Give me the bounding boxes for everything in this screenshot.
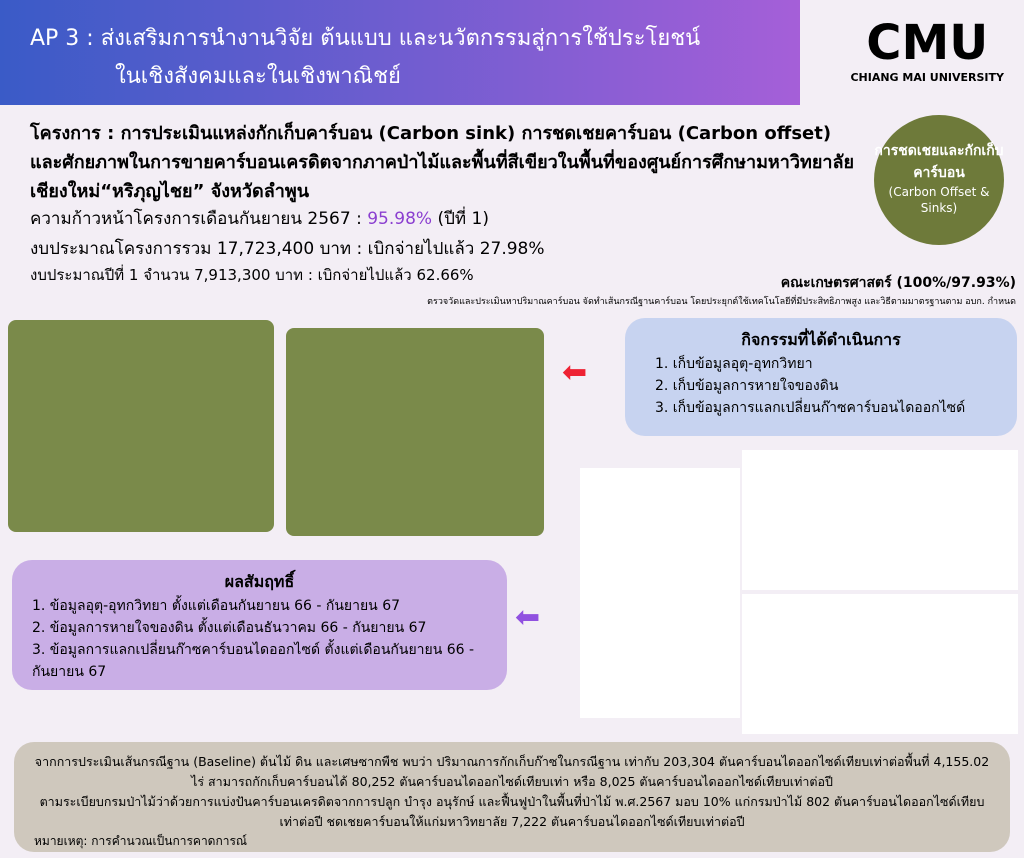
nee-chart-figure (742, 450, 1018, 590)
header-line1: AP 3 : ส่งเสริมการนำงานวิจัย ต้นแบบ และนวัตกรรมสู่การใช้ประโยชน์ (30, 26, 701, 51)
data-table-figure (580, 468, 740, 718)
faculty-label: คณะเกษตรศาสตร์ (100%/97.93%) (780, 275, 1016, 291)
results-panel: ผลสัมฤทธิ์ 1. ข้อมูลอุตุ-อุทกวิทยา ตั้งแต่เดือนกันยายน 66 - กันยายน 67 2. ข้อมูลการหายใจของดิน ตั้งแต่เดือนธันวาคม 66 - กันยายน 67 3. ข้อมูลการแลกเปลี่ยนก๊าซคาร์บอนไดออกไซด์ ตั้งแต่เดือนกันยายน 66 - กันยายน 67 (12, 560, 507, 690)
summary-panel: จากการประเมินเส้นกรณีฐาน (Baseline) ต้นไม้ ดิน และเศษซากพืช พบว่า ปริมาณการกักเก็บก๊าซในกรณีฐาน เท่ากับ 203,304 ตันคาร์บอนไดออกไซด์เทียบเท่าต่อพื้นที่ 4,155.02 ไร่ สามารถกักเก็บคาร์บอนได้ 80,252 ตันคาร์บอนไดออกไซด์เทียบเท่า หรือ 8,025 ตันคาร์บอนไดออกไซด์เทียบเท่าต่อปี ตามระเบียบกรมป่าไม้ว่าด้วยการแบ่งปันคาร์บอนเครดิตจากการปลูก บำรุง อนุรักษ์ และฟื้นฟูป่าในพื้นที่ป่าไม้ พ.ศ.2567 มอบ 10% แก่กรมป่าไม้ 802 ตันคาร์บอนไดออกไซด์เทียบเท่าต่อปี ชดเชยคาร์บอนให้แก่มหาวิทยาลัย 7,222 ตันคาร์บอนไดออกไซด์เทียบเท่าต่อปี หมายเหตุ: การคำนวณเป็นการคาดการณ์ (14, 742, 1010, 852)
header-line2: ในเชิงสังคมและในเชิงพาณิชย์ (115, 64, 401, 89)
arrow-left-icon-2: ⬅ (515, 600, 541, 635)
project-title: โครงการ : การประเมินแหล่งกักเก็บคาร์บอน (Carbon sink) การชดเชยคาร์บอน (Carbon offset) และศักยภาพในการขายคาร์บอนเครดิตจากภาคป่าไม้และพื้นที่สีเขียวในพื้นที่ของศูนย์การศึกษามหาวิทยาลัยเชียงใหม่“หริภุญไชย” จังหวัดลำพูน (30, 123, 855, 202)
progress: ความก้าวหน้าโครงการเดือนกันยายน 2567 : 95.98% (ปีที่ 1) (30, 209, 489, 229)
field-photos-right (286, 328, 544, 536)
soil-flux-chart-figure (742, 594, 1018, 734)
carbon-badge: การชดเชยและกักเก็บคาร์บอน (Carbon Offset & Sinks) (874, 115, 1004, 245)
description: ตรวจวัดและประเมินหาปริมาณคาร์บอน จัดทำเส้นกรณีฐานคาร์บอน โดยประยุกต์ใช้เทคโนโลยีที่มีประสิทธิภาพสูง และวิธีตามมาตรฐานตาม อบก. กำหนด (427, 297, 1016, 307)
budget-year1: งบประมาณปีที่ 1 จำนวน 7,913,300 บาท : เบิกจ่ายไปแล้ว 62.66% (30, 266, 474, 284)
budget-total: งบประมาณโครงการรวม 17,723,400 บาท : เบิกจ่ายไปแล้ว 27.98% (30, 239, 545, 259)
arrow-left-icon: ⬅ (562, 355, 588, 390)
activities-panel: กิจกรรมที่ได้ดำเนินการ 1. เก็บข้อมูลอุตุ-อุทกวิทยา 2. เก็บข้อมูลการหายใจของดิน 3. เก็บข้อมูลการแลกเปลี่ยนก๊าซคาร์บอนไดออกไซด์ (625, 318, 1017, 436)
header-banner (0, 0, 800, 105)
cmu-logo: CMU CHIANG MAI UNIVERSITY (850, 15, 1004, 84)
field-photos-left (8, 320, 274, 532)
